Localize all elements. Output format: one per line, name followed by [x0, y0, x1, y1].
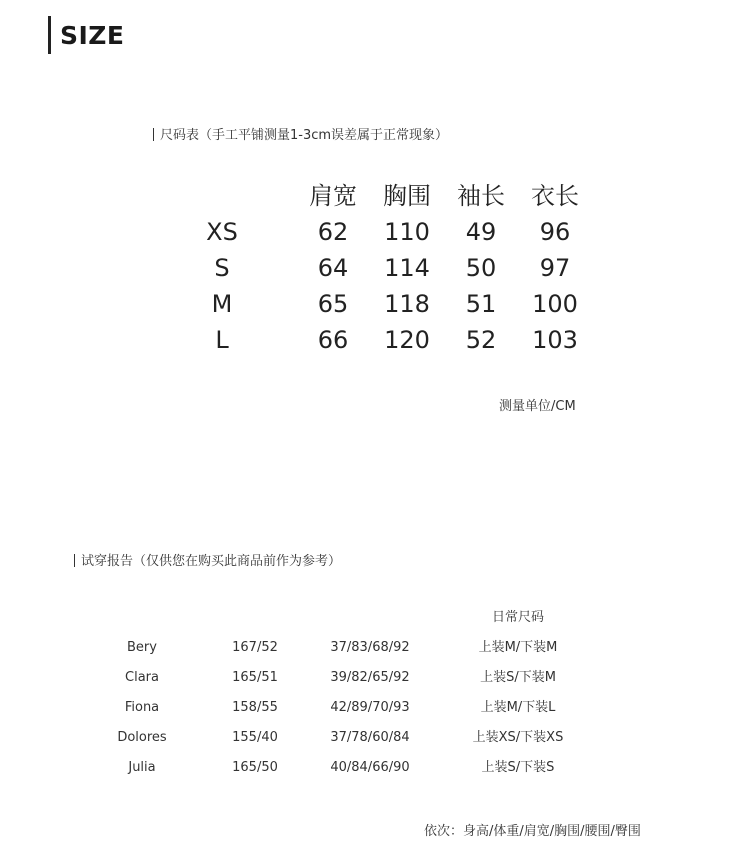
height-weight: 167/52: [232, 640, 278, 655]
height-weight: 165/50: [232, 760, 278, 775]
size-cell: 103: [532, 326, 578, 354]
tryon-header-row: [0, 608, 749, 628]
size-chart-label: [153, 124, 448, 143]
sleeve-length-header: 袖长: [457, 182, 505, 210]
bust-header: 胸围: [383, 182, 431, 210]
size-row-xs: [0, 214, 749, 250]
size-cell: 51: [465, 290, 497, 318]
page-header: [48, 16, 125, 54]
daily-size: 上装M/下装L: [480, 700, 556, 715]
garment-length-header: 衣长: [531, 182, 579, 210]
body-measurements: 39/82/65/92: [330, 670, 410, 685]
size-cell: XS: [206, 218, 238, 246]
daily-size: 上装S/下装S: [481, 760, 555, 775]
size-row-s: [0, 250, 749, 286]
model-name: Fiona: [124, 700, 160, 715]
size-cell: S: [214, 254, 230, 282]
size-cell: 64: [317, 254, 349, 282]
body-measurements: 40/84/66/90: [330, 760, 410, 775]
tryon-row-dolores: [0, 728, 749, 748]
size-cell: M: [211, 290, 233, 318]
size-cell: 62: [317, 218, 349, 246]
size-cell: 49: [465, 218, 497, 246]
tryon-row-fiona: [0, 698, 749, 718]
size-cell: L: [215, 326, 229, 354]
size-cell: 65: [317, 290, 349, 318]
size-cell: 66: [317, 326, 349, 354]
daily-size: 上装S/下装M: [480, 670, 556, 685]
size-cell: 114: [384, 254, 430, 282]
section-divider: [153, 128, 154, 141]
size-cell: 97: [539, 254, 571, 282]
body-measurements: 37/78/60/84: [330, 730, 410, 745]
height-weight: 158/55: [232, 700, 278, 715]
height-weight: 155/40: [232, 730, 278, 745]
body-measurements: 42/89/70/93: [330, 700, 410, 715]
size-cell: 110: [384, 218, 430, 246]
tryon-row-clara: [0, 668, 749, 688]
daily-size-header: 日常尺码: [491, 610, 544, 625]
model-name: Clara: [125, 670, 159, 685]
size-chart-label-text: 尺码表（手工平铺测量1-3cm误差属于正常现象）: [160, 128, 449, 143]
daily-size: 上装M/下装M: [478, 640, 558, 655]
page-title: SIZE: [60, 20, 125, 50]
tryon-row-julia: [0, 758, 749, 778]
size-row-l: [0, 322, 749, 358]
body-measurements: 37/83/68/92: [330, 640, 410, 655]
section-divider: [74, 554, 75, 567]
daily-size: 上装XS/下装XS: [472, 730, 564, 745]
measurement-order-note: 依次：身高/体重/肩宽/胸围/腰围/臀围: [424, 824, 641, 839]
shoulder-width-header: 肩宽: [309, 182, 357, 210]
height-weight: 165/51: [232, 670, 278, 685]
size-cell: 50: [465, 254, 497, 282]
tryon-row-bery: [0, 638, 749, 658]
model-name: Bery: [127, 640, 157, 655]
tryon-report-label-text: 试穿报告（仅供您在购买此商品前作为参考）: [81, 554, 342, 569]
model-name: Dolores: [117, 730, 167, 745]
size-cell: 52: [465, 326, 497, 354]
size-cell: 120: [384, 326, 430, 354]
size-cell: 118: [384, 290, 430, 318]
model-name: Julia: [128, 760, 156, 775]
size-cell: 96: [539, 218, 571, 246]
size-cell: 100: [532, 290, 578, 318]
size-row-m: [0, 286, 749, 322]
unit-note: 测量单位/CM: [499, 399, 576, 414]
size-chart-header-row: [0, 178, 749, 214]
tryon-report-label: [74, 550, 341, 569]
